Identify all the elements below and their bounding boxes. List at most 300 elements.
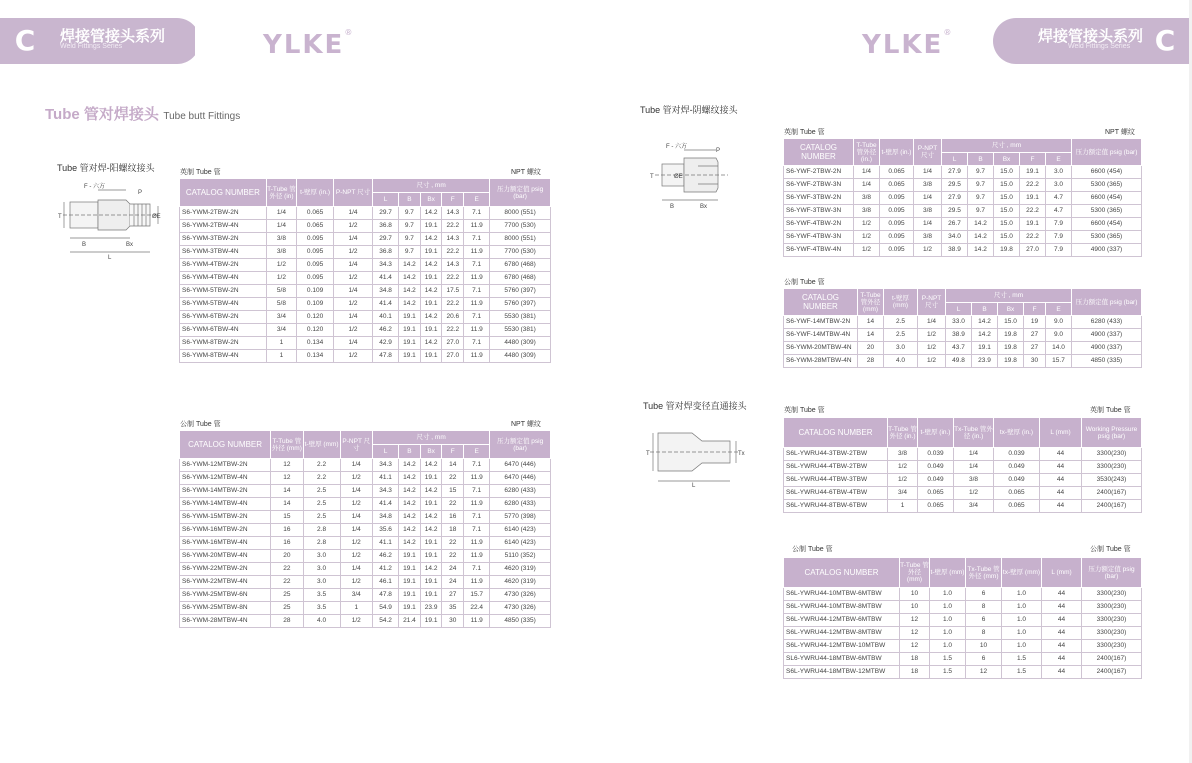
value-cell: 6 — [966, 614, 1002, 627]
section-label-male: Tube 管对焊-阳螺纹接头 — [57, 163, 155, 173]
value-cell: 27.9 — [942, 192, 968, 205]
catalog-number-cell: S6L-YWRU44-12MTBW-8MTBW — [784, 627, 900, 640]
value-cell: 1/4 — [954, 461, 994, 474]
value-cell: 11.9 — [464, 350, 490, 363]
value-cell: 16 — [271, 524, 304, 537]
value-cell: 3.0 — [1046, 166, 1072, 179]
brand-logo-left — [263, 30, 352, 60]
value-cell: 3300(230) — [1082, 627, 1142, 640]
t5-caption-left: 英制 Tube 管 — [784, 407, 825, 414]
value-cell: 1.0 — [1002, 588, 1042, 601]
value-cell: 22.2 — [1020, 231, 1046, 244]
value-cell: 1/4 — [918, 316, 946, 329]
value-cell: 22.2 — [442, 246, 464, 259]
value-cell: 3/4 — [266, 311, 296, 324]
value-cell: 42.9 — [373, 337, 399, 350]
value-cell: 19.1 — [420, 615, 442, 628]
value-cell: 3300(230) — [1082, 614, 1142, 627]
value-cell: 3.0 — [303, 563, 340, 576]
th-l: L — [942, 153, 968, 166]
value-cell: 11.9 — [464, 220, 490, 233]
value-cell: 21.4 — [399, 615, 421, 628]
value-cell: 22 — [442, 550, 464, 563]
catalog-number-cell: S6L-YWRU44-4TBW-2TBW — [784, 461, 888, 474]
value-cell: 1/2 — [854, 244, 880, 257]
value-cell: 1/4 — [334, 259, 373, 272]
value-cell: 15.7 — [464, 589, 490, 602]
th-l: L (mm) — [1040, 418, 1082, 448]
value-cell: 1/4 — [334, 337, 373, 350]
value-cell: 14.2 — [399, 498, 421, 511]
value-cell: 24 — [442, 576, 464, 589]
value-cell: 5300 (365) — [1072, 205, 1142, 218]
value-cell: 1.0 — [930, 601, 966, 614]
value-cell: 0.065 — [918, 500, 954, 513]
value-cell: 1 — [340, 602, 373, 615]
value-cell: 1/2 — [340, 472, 373, 485]
value-cell: 1/4 — [914, 218, 942, 231]
value-cell: 0.065 — [994, 500, 1040, 513]
th-wall: t-壁厚 (mm) — [930, 558, 966, 588]
value-cell: 44 — [1042, 614, 1082, 627]
catalog-number-cell: S6-YWM-28MTBW-4N — [180, 615, 271, 628]
value-cell: 9.7 — [968, 166, 994, 179]
th-tx: Tx-Tube 管外径 (mm) — [966, 558, 1002, 588]
value-cell: 22.4 — [464, 602, 490, 615]
diagram-reducer — [646, 425, 746, 489]
value-cell: 44 — [1040, 474, 1082, 487]
value-cell: 14.2 — [399, 485, 421, 498]
value-cell: 0.109 — [297, 285, 334, 298]
value-cell: 33.0 — [946, 316, 972, 329]
value-cell: 2.5 — [884, 316, 918, 329]
value-cell: 47.8 — [373, 589, 399, 602]
value-cell: 1/2 — [854, 231, 880, 244]
value-cell: 3/4 — [954, 500, 994, 513]
catalog-number-cell: S6L-YWRU44-6TBW-4TBW — [784, 487, 888, 500]
table-row — [180, 498, 551, 511]
th-pressure: Working Pressure psig (bar) — [1082, 418, 1142, 448]
value-cell: 15.0 — [994, 166, 1020, 179]
table-row — [180, 589, 551, 602]
diagram-label-b: B — [82, 242, 87, 248]
value-cell: 7.1 — [464, 524, 490, 537]
value-cell: 23.9 — [972, 355, 998, 368]
value-cell: 3/8 — [914, 179, 942, 192]
catalog-number-cell: SL6-YWRU44-18MTBW-6MTBW — [784, 653, 900, 666]
value-cell: 1/4 — [334, 233, 373, 246]
value-cell: 3300(230) — [1082, 588, 1142, 601]
value-cell: 44 — [1042, 627, 1082, 640]
value-cell: 14.2 — [420, 207, 442, 220]
page-title-en: Tube butt Fittings — [163, 111, 241, 122]
value-cell: 7.9 — [1046, 218, 1072, 231]
value-cell: 11.9 — [464, 472, 490, 485]
t4-caption-left: 公制 Tube 管 — [784, 279, 825, 286]
value-cell: 2400(167) — [1082, 666, 1142, 679]
th-e: E — [1046, 153, 1072, 166]
value-cell: 1/4 — [854, 179, 880, 192]
value-cell: 5530 (381) — [490, 324, 551, 337]
value-cell: 1 — [266, 350, 296, 363]
value-cell: 22 — [271, 563, 304, 576]
catalog-number-cell: S6-YWM-3TBW-4N — [180, 246, 267, 259]
value-cell: 9.7 — [399, 220, 421, 233]
value-cell: 27.0 — [1020, 244, 1046, 257]
value-cell: 3/4 — [888, 487, 918, 500]
catalog-number-cell: S6-YWM-16MTBW-2N — [180, 524, 271, 537]
value-cell: 34.0 — [942, 231, 968, 244]
value-cell: 44 — [1042, 601, 1082, 614]
value-cell: 14.2 — [399, 511, 421, 524]
value-cell: 19.1 — [399, 350, 421, 363]
value-cell: 3/8 — [266, 246, 296, 259]
table-row — [180, 576, 551, 589]
value-cell: 3/4 — [340, 589, 373, 602]
table-row — [180, 285, 551, 298]
value-cell: 19.8 — [998, 329, 1024, 342]
catalog-number-cell: S6-YWM-14MTBW-4N — [180, 498, 271, 511]
value-cell: 1/4 — [340, 459, 373, 472]
table-row — [784, 179, 1142, 192]
value-cell: 14.2 — [420, 563, 442, 576]
value-cell: 22.2 — [442, 324, 464, 337]
left-header-subtitle: Weld Fittings Series — [60, 43, 123, 50]
diagram-label-tx: Tx — [738, 451, 745, 457]
th-wall: t-壁厚 (in.) — [880, 139, 914, 166]
value-cell: 34.3 — [373, 485, 399, 498]
value-cell: 46.2 — [373, 324, 399, 337]
catalog-number-cell: S6-YWM-4TBW-4N — [180, 272, 267, 285]
page-title — [45, 103, 240, 124]
value-cell: 44 — [1042, 588, 1082, 601]
value-cell: 1/2 — [918, 329, 946, 342]
catalog-number-cell: S6-YWM-15MTBW-2N — [180, 511, 271, 524]
value-cell: 1.0 — [930, 614, 966, 627]
value-cell: 11.9 — [464, 615, 490, 628]
th-pressure: 压力额定值 psig (bar) — [1072, 289, 1142, 316]
value-cell: 6140 (423) — [490, 537, 551, 550]
value-cell: 16 — [271, 537, 304, 550]
table-row — [784, 329, 1142, 342]
table-row — [784, 474, 1142, 487]
catalog-number-cell: S6L-YWRU44-3TBW-2TBW — [784, 448, 888, 461]
value-cell: 29.7 — [373, 233, 399, 246]
value-cell: 14.2 — [968, 244, 994, 257]
value-cell: 7.1 — [464, 511, 490, 524]
value-cell: 44 — [1042, 666, 1082, 679]
value-cell: 19.1 — [420, 472, 442, 485]
value-cell: 27 — [1024, 329, 1046, 342]
brand-text: YLKE — [862, 30, 944, 60]
value-cell: 7700 (530) — [490, 246, 551, 259]
value-cell: 44 — [1042, 640, 1082, 653]
value-cell: 19.1 — [420, 350, 442, 363]
value-cell: 47.8 — [373, 350, 399, 363]
table-row — [180, 485, 551, 498]
t5-caption-right: 英制 Tube 管 — [1090, 407, 1131, 414]
table-row — [180, 311, 551, 324]
t2-caption-left: 公制 Tube 管 — [180, 421, 221, 428]
value-cell: 27.9 — [942, 166, 968, 179]
value-cell: 5300 (365) — [1072, 231, 1142, 244]
value-cell: 14.2 — [420, 459, 442, 472]
value-cell: 0.065 — [297, 220, 334, 233]
value-cell: 1/2 — [334, 324, 373, 337]
value-cell: 6780 (468) — [490, 259, 551, 272]
value-cell: 3300(230) — [1082, 461, 1142, 474]
value-cell: 1/2 — [340, 615, 373, 628]
th-txwall: tx-壁厚 (mm) — [1002, 558, 1042, 588]
value-cell: 46.2 — [373, 550, 399, 563]
value-cell: 19.1 — [420, 298, 442, 311]
th-wall: t-壁厚 (in.) — [918, 418, 954, 448]
left-header-title: 焊接管接头系列 — [60, 28, 166, 45]
table-row — [180, 602, 551, 615]
value-cell: 7.9 — [1046, 244, 1072, 257]
value-cell: 19.1 — [399, 337, 421, 350]
value-cell: 4850 (335) — [490, 615, 551, 628]
value-cell: 41.1 — [373, 537, 399, 550]
value-cell: 38.9 — [946, 329, 972, 342]
catalog-number-cell: S6-YWF-3TBW-2N — [784, 192, 854, 205]
value-cell: 38.9 — [942, 244, 968, 257]
th-l: L — [373, 445, 399, 459]
catalog-number-cell: S6-YWM-16MTBW-4N — [180, 537, 271, 550]
table-row — [180, 337, 551, 350]
value-cell: 18 — [442, 524, 464, 537]
value-cell: 0.120 — [297, 324, 334, 337]
value-cell: 22 — [271, 576, 304, 589]
table-row — [784, 653, 1142, 666]
value-cell: 6470 (446) — [490, 472, 551, 485]
value-cell: 27 — [1024, 342, 1046, 355]
value-cell: 41.4 — [373, 498, 399, 511]
value-cell: 2.8 — [303, 524, 340, 537]
th-catalog: CATALOG NUMBER — [784, 289, 858, 316]
value-cell: 4.7 — [1046, 205, 1072, 218]
diagram-label-oe: ØE — [152, 214, 161, 220]
catalog-number-cell: S6-YWF-4TBW-2N — [784, 218, 854, 231]
catalog-number-cell: S6-YWF-4TBW-4N — [784, 244, 854, 257]
catalog-number-cell: S6-YWM-8TBW-4N — [180, 350, 267, 363]
table-row — [180, 324, 551, 337]
value-cell: 15.0 — [998, 316, 1024, 329]
value-cell: 24 — [442, 563, 464, 576]
value-cell: 1/2 — [334, 350, 373, 363]
value-cell: 1.0 — [930, 627, 966, 640]
value-cell: 3/8 — [954, 474, 994, 487]
table-row — [784, 666, 1142, 679]
value-cell: 12 — [900, 627, 930, 640]
value-cell: 22 — [442, 472, 464, 485]
value-cell: 14.2 — [399, 272, 421, 285]
catalog-number-cell: S6-YWM-25MTBW-6N — [180, 589, 271, 602]
value-cell: 12 — [271, 459, 304, 472]
value-cell: 14.2 — [399, 524, 421, 537]
value-cell: 4730 (326) — [490, 589, 551, 602]
table-row — [180, 615, 551, 628]
value-cell: 14.2 — [420, 511, 442, 524]
value-cell: 4620 (319) — [490, 576, 551, 589]
catalog-number-cell: S6-YWF-14MTBW-2N — [784, 316, 858, 329]
value-cell: 0.134 — [297, 337, 334, 350]
value-cell: 4.7 — [1046, 192, 1072, 205]
table-row — [784, 166, 1142, 179]
table-female-metric — [783, 288, 1142, 368]
value-cell: 14 — [442, 459, 464, 472]
value-cell: 2.5 — [303, 485, 340, 498]
table-row — [180, 537, 551, 550]
value-cell: 1/4 — [340, 524, 373, 537]
value-cell: 0.049 — [994, 461, 1040, 474]
value-cell: 14.2 — [420, 285, 442, 298]
value-cell: 5770 (398) — [490, 511, 551, 524]
value-cell: 2.2 — [303, 472, 340, 485]
catalog-number-cell: S6-YWF-2TBW-2N — [784, 166, 854, 179]
value-cell: 3/8 — [888, 448, 918, 461]
diagram-label-hex: F - 六方 — [84, 184, 105, 190]
value-cell: 7700 (530) — [490, 220, 551, 233]
value-cell: 22 — [442, 498, 464, 511]
diagram-label-oe: ØE — [674, 174, 683, 180]
value-cell: 29.5 — [942, 205, 968, 218]
table-row — [784, 487, 1142, 500]
value-cell: 4850 (335) — [1072, 355, 1142, 368]
th-ttube: T-Tube 管外径 (mm) — [858, 289, 884, 316]
value-cell: 1/2 — [334, 220, 373, 233]
value-cell: 27.0 — [442, 337, 464, 350]
value-cell: 1 — [266, 337, 296, 350]
th-wall: t-壁厚 (mm) — [884, 289, 918, 316]
value-cell: 44 — [1040, 448, 1082, 461]
catalog-number-cell: S6-YWM-2TBW-2N — [180, 207, 267, 220]
table-row — [180, 350, 551, 363]
th-pressure: 压力额定值 psig (bar) — [1082, 558, 1142, 588]
value-cell: 16 — [442, 511, 464, 524]
value-cell: 0.134 — [297, 350, 334, 363]
value-cell: 0.095 — [297, 246, 334, 259]
th-pnpt: P-NPT 尺寸 — [340, 431, 373, 459]
value-cell: 14.2 — [420, 337, 442, 350]
value-cell: 0.120 — [297, 311, 334, 324]
value-cell: 0.065 — [880, 166, 914, 179]
value-cell: 19.1 — [420, 589, 442, 602]
th-txwall: tx-壁厚 (in.) — [994, 418, 1040, 448]
value-cell: 22.2 — [442, 272, 464, 285]
catalog-number-cell: S6-YWM-14MTBW-2N — [180, 485, 271, 498]
value-cell: 49.8 — [946, 355, 972, 368]
table-row — [180, 259, 551, 272]
value-cell: 1/4 — [266, 207, 296, 220]
th-l: L — [946, 303, 972, 316]
value-cell: 12 — [966, 666, 1002, 679]
value-cell: 35 — [442, 602, 464, 615]
value-cell: 19.1 — [399, 589, 421, 602]
catalog-number-cell: S6-YWM-6TBW-4N — [180, 324, 267, 337]
table-row — [784, 500, 1142, 513]
value-cell: 11.9 — [464, 537, 490, 550]
value-cell: 0.049 — [994, 474, 1040, 487]
value-cell: 19.1 — [420, 537, 442, 550]
value-cell: 3.0 — [884, 342, 918, 355]
value-cell: 4.0 — [303, 615, 340, 628]
value-cell: 19.1 — [399, 602, 421, 615]
table-row — [180, 459, 551, 472]
value-cell: 14.2 — [399, 537, 421, 550]
value-cell: 0.095 — [880, 192, 914, 205]
value-cell: 15.0 — [994, 205, 1020, 218]
value-cell: 15.0 — [994, 192, 1020, 205]
value-cell: 3/8 — [914, 231, 942, 244]
value-cell: 1.0 — [930, 588, 966, 601]
value-cell: 7.1 — [464, 563, 490, 576]
value-cell: 6280 (433) — [1072, 316, 1142, 329]
table-male-metric — [179, 430, 551, 628]
value-cell: 1/4 — [340, 511, 373, 524]
value-cell: 22.2 — [1020, 205, 1046, 218]
table-row — [784, 205, 1142, 218]
value-cell: 14 — [271, 498, 304, 511]
value-cell: 12 — [900, 640, 930, 653]
value-cell: 19.1 — [420, 246, 442, 259]
value-cell: 0.065 — [918, 487, 954, 500]
value-cell: 10 — [966, 640, 1002, 653]
table-row — [784, 614, 1142, 627]
value-cell: 14.2 — [420, 233, 442, 246]
value-cell: 7.1 — [464, 459, 490, 472]
value-cell: 1.5 — [1002, 666, 1042, 679]
th-f: F — [442, 193, 464, 207]
value-cell: 30 — [442, 615, 464, 628]
value-cell: 11.9 — [464, 324, 490, 337]
brand-text: YLKE — [263, 30, 345, 60]
value-cell: 41.4 — [373, 272, 399, 285]
th-bx: Bx — [998, 303, 1024, 316]
value-cell: 14.3 — [442, 207, 464, 220]
value-cell: 3/8 — [854, 205, 880, 218]
value-cell: 1/2 — [854, 218, 880, 231]
left-section-letter: C — [14, 24, 36, 57]
th-e: E — [1046, 303, 1072, 316]
table-reducer-metric — [783, 557, 1142, 679]
value-cell: 19.8 — [998, 342, 1024, 355]
catalog-number-cell: S6-YWM-25MTBW-8N — [180, 602, 271, 615]
value-cell: 19.1 — [420, 498, 442, 511]
value-cell: 36.8 — [373, 246, 399, 259]
value-cell: 15 — [271, 511, 304, 524]
value-cell: 19.1 — [420, 550, 442, 563]
catalog-number-cell: S6-YWF-2TBW-3N — [784, 179, 854, 192]
value-cell: 20.6 — [442, 311, 464, 324]
value-cell: 6600 (454) — [1072, 192, 1142, 205]
table-row — [180, 220, 551, 233]
value-cell: 1/2 — [266, 272, 296, 285]
value-cell: 2.8 — [303, 537, 340, 550]
catalog-number-cell: S6-YWM-20MTBW-4N — [784, 342, 858, 355]
value-cell: 28 — [271, 615, 304, 628]
catalog-number-cell: S6-YWM-28MTBW-4N — [784, 355, 858, 368]
value-cell: 1/2 — [334, 298, 373, 311]
value-cell: 19.1 — [1020, 192, 1046, 205]
value-cell: 43.7 — [946, 342, 972, 355]
value-cell: 14 — [858, 329, 884, 342]
th-ttube: T-Tube 管外径 (in) — [266, 179, 296, 207]
catalog-number-cell: S6-YWF-4TBW-3N — [784, 231, 854, 244]
catalog-number-cell: S6-YWM-22MTBW-4N — [180, 576, 271, 589]
value-cell: 6140 (423) — [490, 524, 551, 537]
table-row — [784, 588, 1142, 601]
